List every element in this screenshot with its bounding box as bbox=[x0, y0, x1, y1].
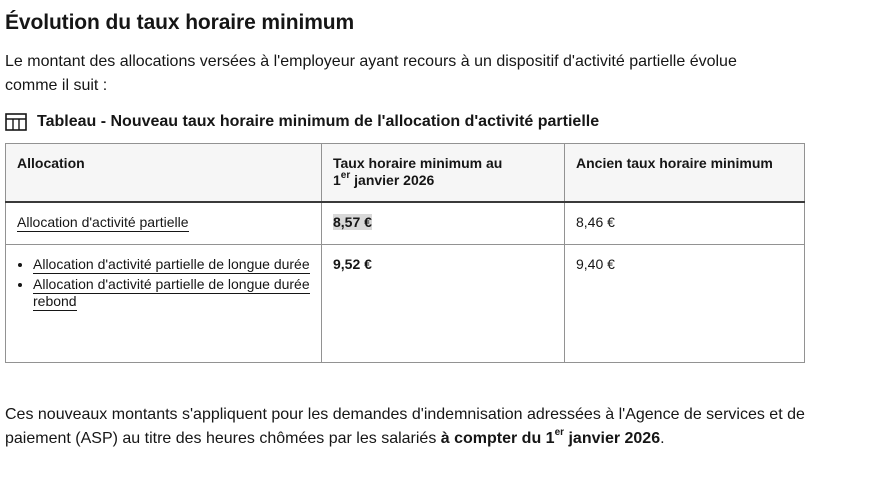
header-allocation: Allocation bbox=[6, 144, 322, 202]
table-header-row bbox=[6, 144, 805, 202]
cell-old-rate: 8,46 € bbox=[565, 202, 805, 245]
table-caption bbox=[5, 111, 887, 133]
list-item bbox=[33, 276, 310, 310]
outro-paragraph: Ces nouveaux montants s'appliquent pour les demandes d'indemnisation adressées à l'Agence de services et de paiement (ASP) au titre des heures chômées par les salariés à compter du 1er janvier 2026. bbox=[5, 405, 805, 447]
cell-new-rate bbox=[322, 202, 565, 245]
cell-allocation bbox=[6, 202, 322, 245]
list-item bbox=[33, 256, 310, 273]
allocation-list bbox=[17, 256, 310, 310]
link-allocation-longue-duree[interactable]: Allocation d'activité partielle de longue durée bbox=[33, 255, 310, 272]
table-icon bbox=[5, 113, 27, 131]
allocation-table bbox=[5, 143, 805, 363]
link-allocation-longue-duree-rebond[interactable]: Allocation d'activité partielle de longue durée rebond bbox=[33, 275, 310, 309]
header-new-rate: Taux horaire minimum au 1er janvier 2026 bbox=[322, 144, 565, 202]
section-heading: Évolution du taux horaire minimum bbox=[5, 11, 355, 34]
effective-date: à compter du 1er janvier 2026 bbox=[440, 427, 661, 447]
header-old-rate: Ancien taux horaire minimum bbox=[565, 144, 805, 202]
cell-old-rate: 9,40 € bbox=[565, 244, 805, 362]
cell-allocation bbox=[6, 244, 322, 362]
cell-new-rate: 9,52 € bbox=[322, 244, 565, 362]
link-allocation-activite-partielle[interactable]: Allocation d'activité partielle bbox=[17, 213, 189, 230]
intro-paragraph: Le montant des allocations versées à l'employeur ayant recours à un dispositif d'activité partielle évolue comme il suit : bbox=[5, 53, 737, 94]
new-rate-value: 8,57 € bbox=[333, 213, 372, 230]
table-row bbox=[6, 244, 805, 362]
table-row bbox=[6, 202, 805, 245]
table-caption-text: Tableau - Nouveau taux horaire minimum de l'allocation d'activité partielle bbox=[37, 113, 600, 130]
